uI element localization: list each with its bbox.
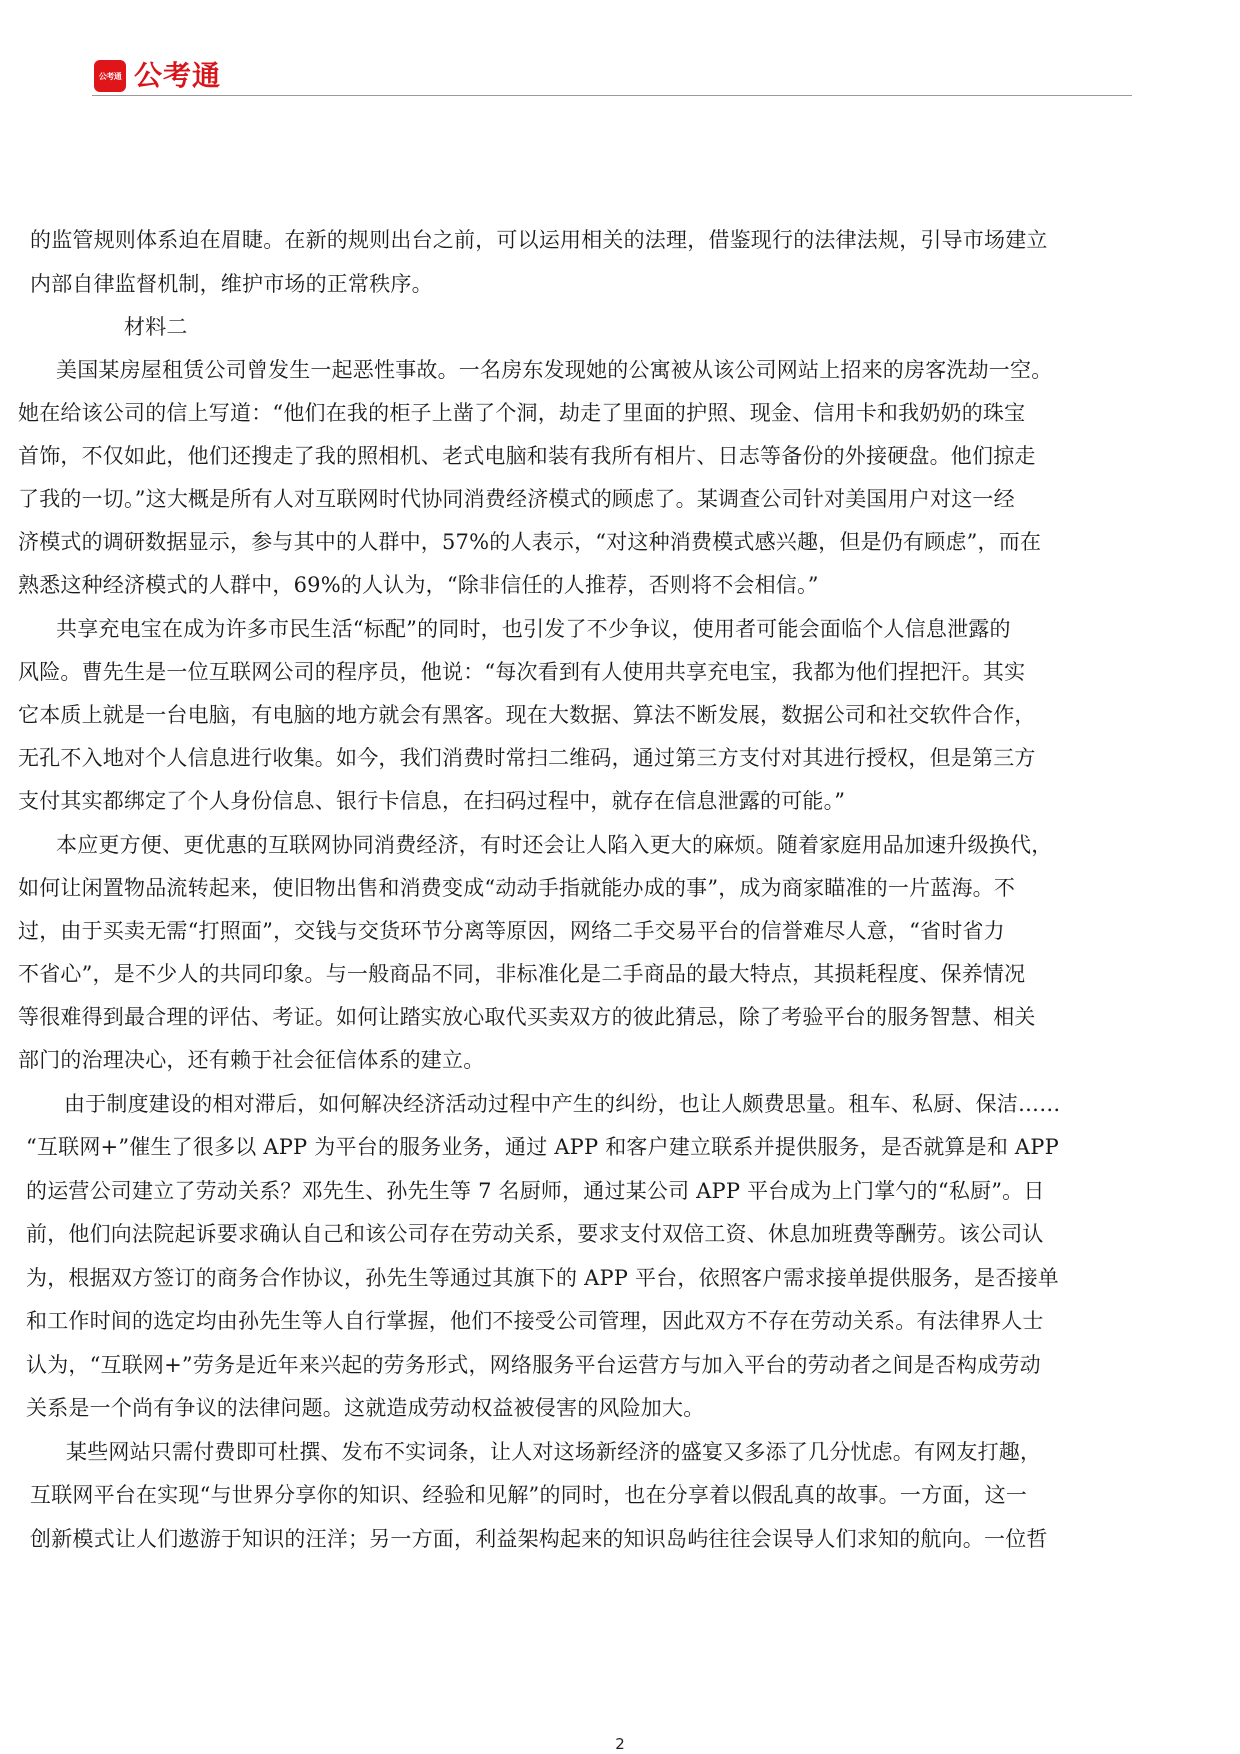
text-line: 部门的治理决心，还有赖于社会征信体系的建立。	[18, 1048, 485, 1072]
section-heading: 材料二	[124, 315, 188, 339]
text-line: 内部自律监督机制，维护市场的正常秩序。	[30, 272, 433, 296]
text-line: 等很难得到最合理的评估、考证。如何让踏实放心取代买卖双方的彼此猜忌，除了考验平台的服务智慧、相关	[18, 1005, 1036, 1029]
text-line: 创新模式让人们遨游于知识的汪洋；另一方面，利益架构起来的知识岛屿往往会误导人们求知的航向。一位哲	[30, 1527, 1048, 1551]
text-line: 美国某房屋租赁公司曾发生一起恶性事故。一名房东发现她的公寓被从该公司网站上招来的房客洗劫一空。	[56, 358, 1053, 382]
logo-icon: 公考通	[94, 60, 126, 92]
text-line: 济模式的调研数据显示，参与其中的人群中，57%的人表示，“对这种消费模式感兴趣，但是仍有顾虑”，而在	[18, 530, 1042, 554]
text-line: 支付其实都绑定了个人身份信息、银行卡信息，在扫码过程中，就存在信息泄露的可能。”	[18, 789, 846, 813]
text-line: 前，他们向法院起诉要求确认自己和该公司存在劳动关系，要求支付双倍工资、休息加班费等酬劳。该公司认	[26, 1222, 1044, 1246]
text-line: 由于制度建设的相对滞后，如何解决经济活动过程中产生的纠纷，也让人颇费思量。租车、私厨、保洁……	[64, 1092, 1061, 1116]
text-line: 它本质上就是一台电脑，有电脑的地方就会有黑客。现在大数据、算法不断发展，数据公司和社交软件合作，	[18, 703, 1036, 727]
text-line: 和工作时间的选定均由孙先生等人自行掌握，他们不接受公司管理，因此双方不存在劳动关系。有法律界人士	[26, 1309, 1044, 1333]
text-line: 某些网站只需付费即可杜撰、发布不实词条，让人对这场新经济的盛宴又多添了几分忧虑。有网友打趣，	[66, 1440, 1042, 1464]
logo-text: 公考通	[134, 59, 222, 92]
text-line: 风险。曹先生是一位互联网公司的程序员，他说：“每次看到有人使用共享充电宝，我都为他们捏把汗。其实	[18, 660, 1026, 684]
page-number: 2	[615, 1735, 625, 1753]
text-line: 首饰，不仅如此，他们还搜走了我的照相机、老式电脑和装有我所有相片、日志等备份的外接硬盘。他们掠走	[18, 444, 1036, 468]
text-line: 了我的一切。”这大概是所有人对互联网时代协同消费经济模式的顾虑了。某调查公司针对美国用户对这一经	[18, 487, 1015, 511]
text-line: 无孔不入地对个人信息进行收集。如今，我们消费时常扫二维码，通过第三方支付对其进行授权，但是第三方	[18, 746, 1036, 770]
text-line: 共享充电宝在成为许多市民生活“标配”的同时，也引发了不少争议，使用者可能会面临个人信息泄露的	[56, 617, 1011, 641]
text-line: 她在给该公司的信上写道：“他们在我的柜子上凿了个洞，劫走了里面的护照、现金、信用卡和我奶奶的珠宝	[18, 401, 1026, 425]
text-line: 互联网平台在实现“与世界分享你的知识、经验和见解”的同时，也在分享着以假乱真的故事。一方面，这一	[30, 1483, 1028, 1507]
text-line: 为，根据双方签订的商务合作协议，孙先生等通过其旗下的 APP 平台，依照客户需求接单提供服务，是否接单	[26, 1266, 1059, 1290]
page-header	[92, 56, 1132, 100]
text-line: 本应更方便、更优惠的互联网协同消费经济，有时还会让人陷入更大的麻烦。随着家庭用品加速升级换代，	[56, 833, 1053, 857]
text-line: “互联网+”催生了很多以 APP 为平台的服务业务，通过 APP 和客户建立联系并提供服务，是否就算是和 APP	[26, 1135, 1059, 1159]
text-line: 的运营公司建立了劳动关系？邓先生、孙先生等 7 名厨师，通过某公司 APP 平台成为上门掌勺的“私厨”。日	[26, 1179, 1045, 1203]
text-line: 认为，“互联网+”劳务是近年来兴起的劳务形式，网络服务平台运营方与加入平台的劳动者之间是否构成劳动	[26, 1353, 1041, 1377]
text-line: 不省心”，是不少人的共同印象。与一般商品不同，非标准化是二手商品的最大特点，其损耗程度、保养情况	[18, 962, 1026, 986]
header-divider	[92, 95, 1132, 96]
text-line: 熟悉这种经济模式的人群中，69%的人认为，“除非信任的人推荐，否则将不会相信。”	[18, 573, 819, 597]
text-line: 过，由于买卖无需“打照面”，交钱与交货环节分离等原因，网络二手交易平台的信誉难尽人意，“省时省力	[18, 919, 1005, 943]
text-line: 的监管规则体系迫在眉睫。在新的规则出台之前，可以运用相关的法理，借鉴现行的法律法规，引导市场建立	[30, 228, 1048, 252]
text-line: 如何让闲置物品流转起来，使旧物出售和消费变成“动动手指就能办成的事”，成为商家瞄准的一片蓝海。不	[18, 876, 1016, 900]
text-line: 关系是一个尚有争议的法律问题。这就造成劳动权益被侵害的风险加大。	[26, 1396, 705, 1420]
